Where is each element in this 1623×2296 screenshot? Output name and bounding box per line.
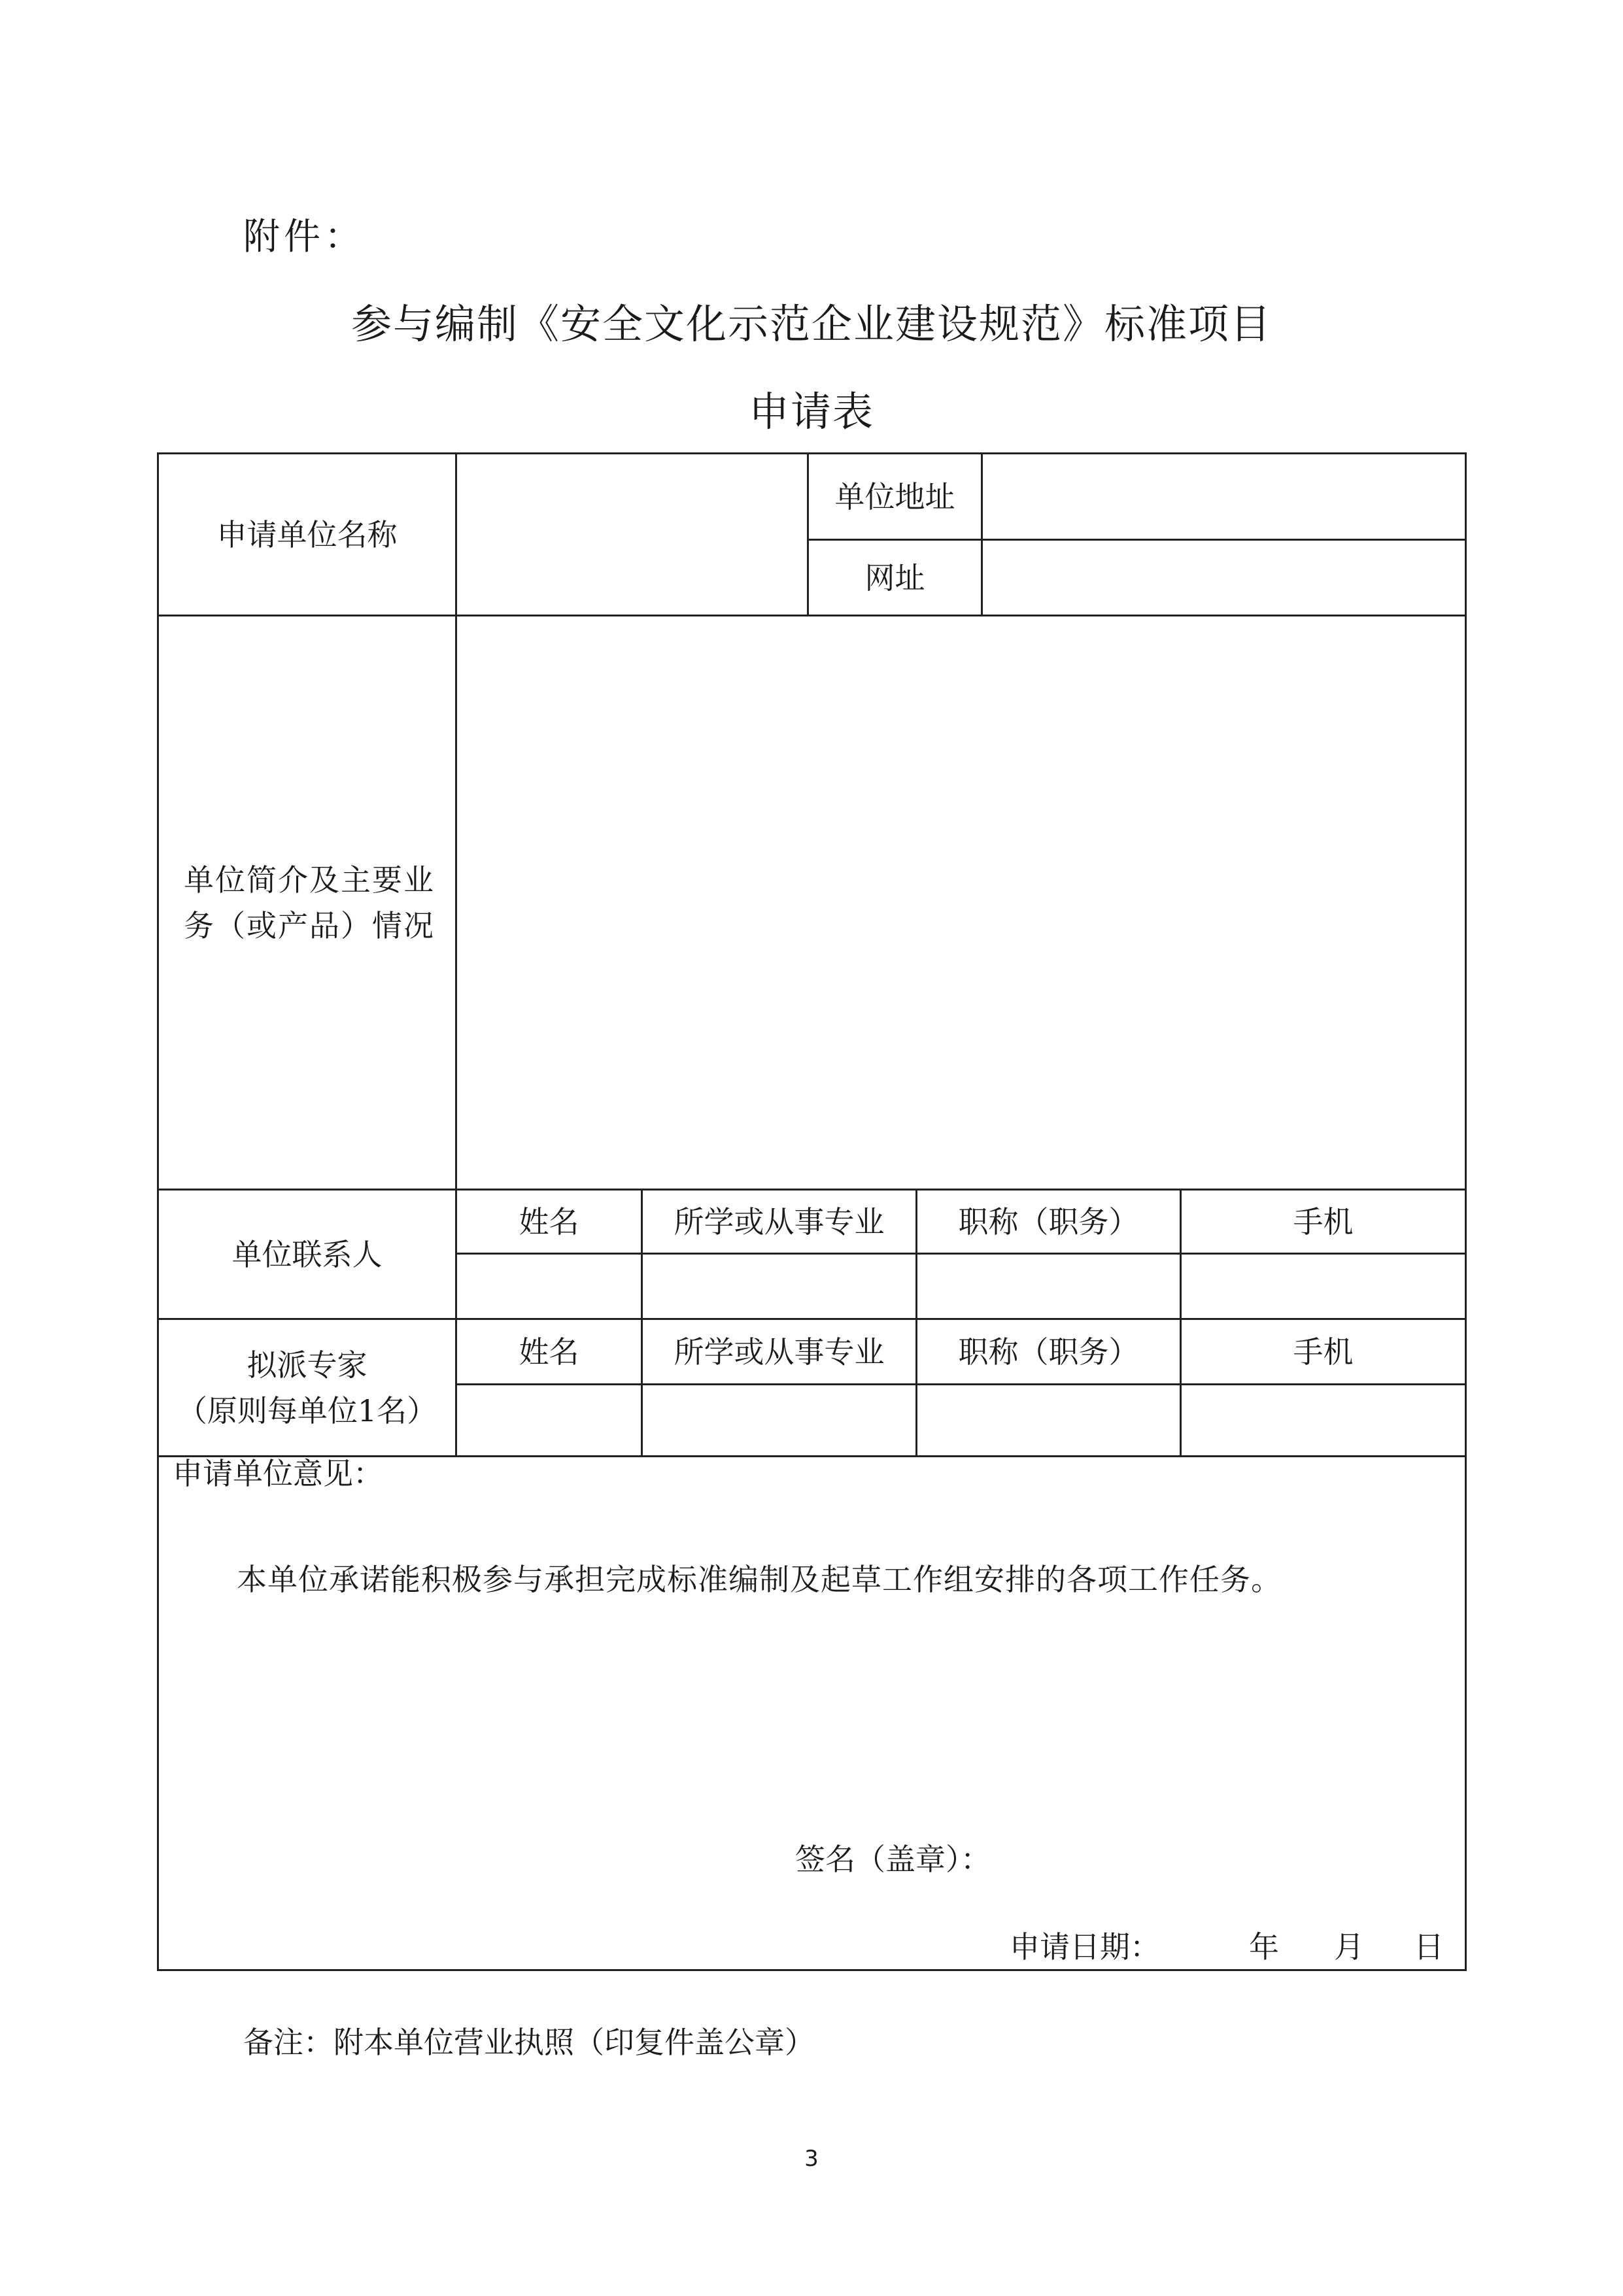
address-label: 单位地址 bbox=[834, 479, 955, 515]
document-title: 参与编制《安全文化示范企业建设规范》标准项目 bbox=[350, 300, 1272, 348]
date-label: 申请日期： bbox=[1010, 1929, 1160, 1965]
website-label: 网址 bbox=[864, 560, 925, 596]
contact-title-field[interactable] bbox=[917, 1255, 1180, 1318]
expert-label-line2: （原则每单位1名） bbox=[177, 1393, 437, 1428]
footer-note: 备注：附本单位营业执照（印复件盖公章） bbox=[243, 2025, 815, 2060]
opinion-text: 本单位承诺能积极参与承担完成标准编制及起草工作组安排的各项工作任务。 bbox=[237, 1562, 1282, 1597]
expert-col-name: 姓名 bbox=[519, 1334, 579, 1370]
expert-phone-field[interactable] bbox=[1182, 1385, 1465, 1455]
expert-col-major: 所学或从事专业 bbox=[674, 1334, 885, 1370]
contact-major-field[interactable] bbox=[643, 1255, 915, 1318]
contact-col-phone: 手机 bbox=[1293, 1204, 1354, 1240]
intro-label: 单位简介及主要业务（或产品）情况 bbox=[184, 862, 435, 943]
expert-label-line1: 拟派专家 bbox=[247, 1347, 367, 1383]
expert-major-field[interactable] bbox=[643, 1385, 915, 1455]
expert-name-field[interactable] bbox=[457, 1385, 641, 1455]
expert-col-title: 职称（职务） bbox=[958, 1334, 1139, 1370]
applicant-name-field[interactable] bbox=[457, 454, 807, 615]
date-year-label: 年 bbox=[1249, 1929, 1279, 1965]
document-subtitle: 申请表 bbox=[748, 388, 874, 435]
table-border-right bbox=[1465, 452, 1467, 1971]
contact-col-major: 所学或从事专业 bbox=[674, 1204, 885, 1240]
date-day-label: 日 bbox=[1414, 1929, 1444, 1965]
website-field[interactable] bbox=[983, 541, 1465, 615]
expert-title-field[interactable] bbox=[917, 1385, 1180, 1455]
table-border-bottom bbox=[157, 1969, 1466, 1971]
attachment-label: 附件： bbox=[243, 216, 365, 258]
applicant-name-label: 申请单位名称 bbox=[216, 516, 398, 552]
address-field[interactable] bbox=[983, 454, 1465, 539]
contact-col-title: 职称（职务） bbox=[958, 1204, 1139, 1240]
date-month-label: 月 bbox=[1334, 1929, 1364, 1965]
contact-name-field[interactable] bbox=[457, 1255, 641, 1318]
contact-col-name: 姓名 bbox=[519, 1204, 579, 1240]
opinion-label: 申请单位意见： bbox=[173, 1456, 383, 1491]
expert-label bbox=[159, 1320, 455, 1455]
contact-phone-field[interactable] bbox=[1182, 1255, 1465, 1318]
intro-field[interactable] bbox=[457, 616, 1465, 1189]
page-number: 3 bbox=[804, 2146, 819, 2172]
signature-label: 签名（盖章）： bbox=[795, 1842, 991, 1877]
expert-col-phone: 手机 bbox=[1293, 1334, 1354, 1370]
contact-label: 单位联系人 bbox=[231, 1236, 383, 1272]
